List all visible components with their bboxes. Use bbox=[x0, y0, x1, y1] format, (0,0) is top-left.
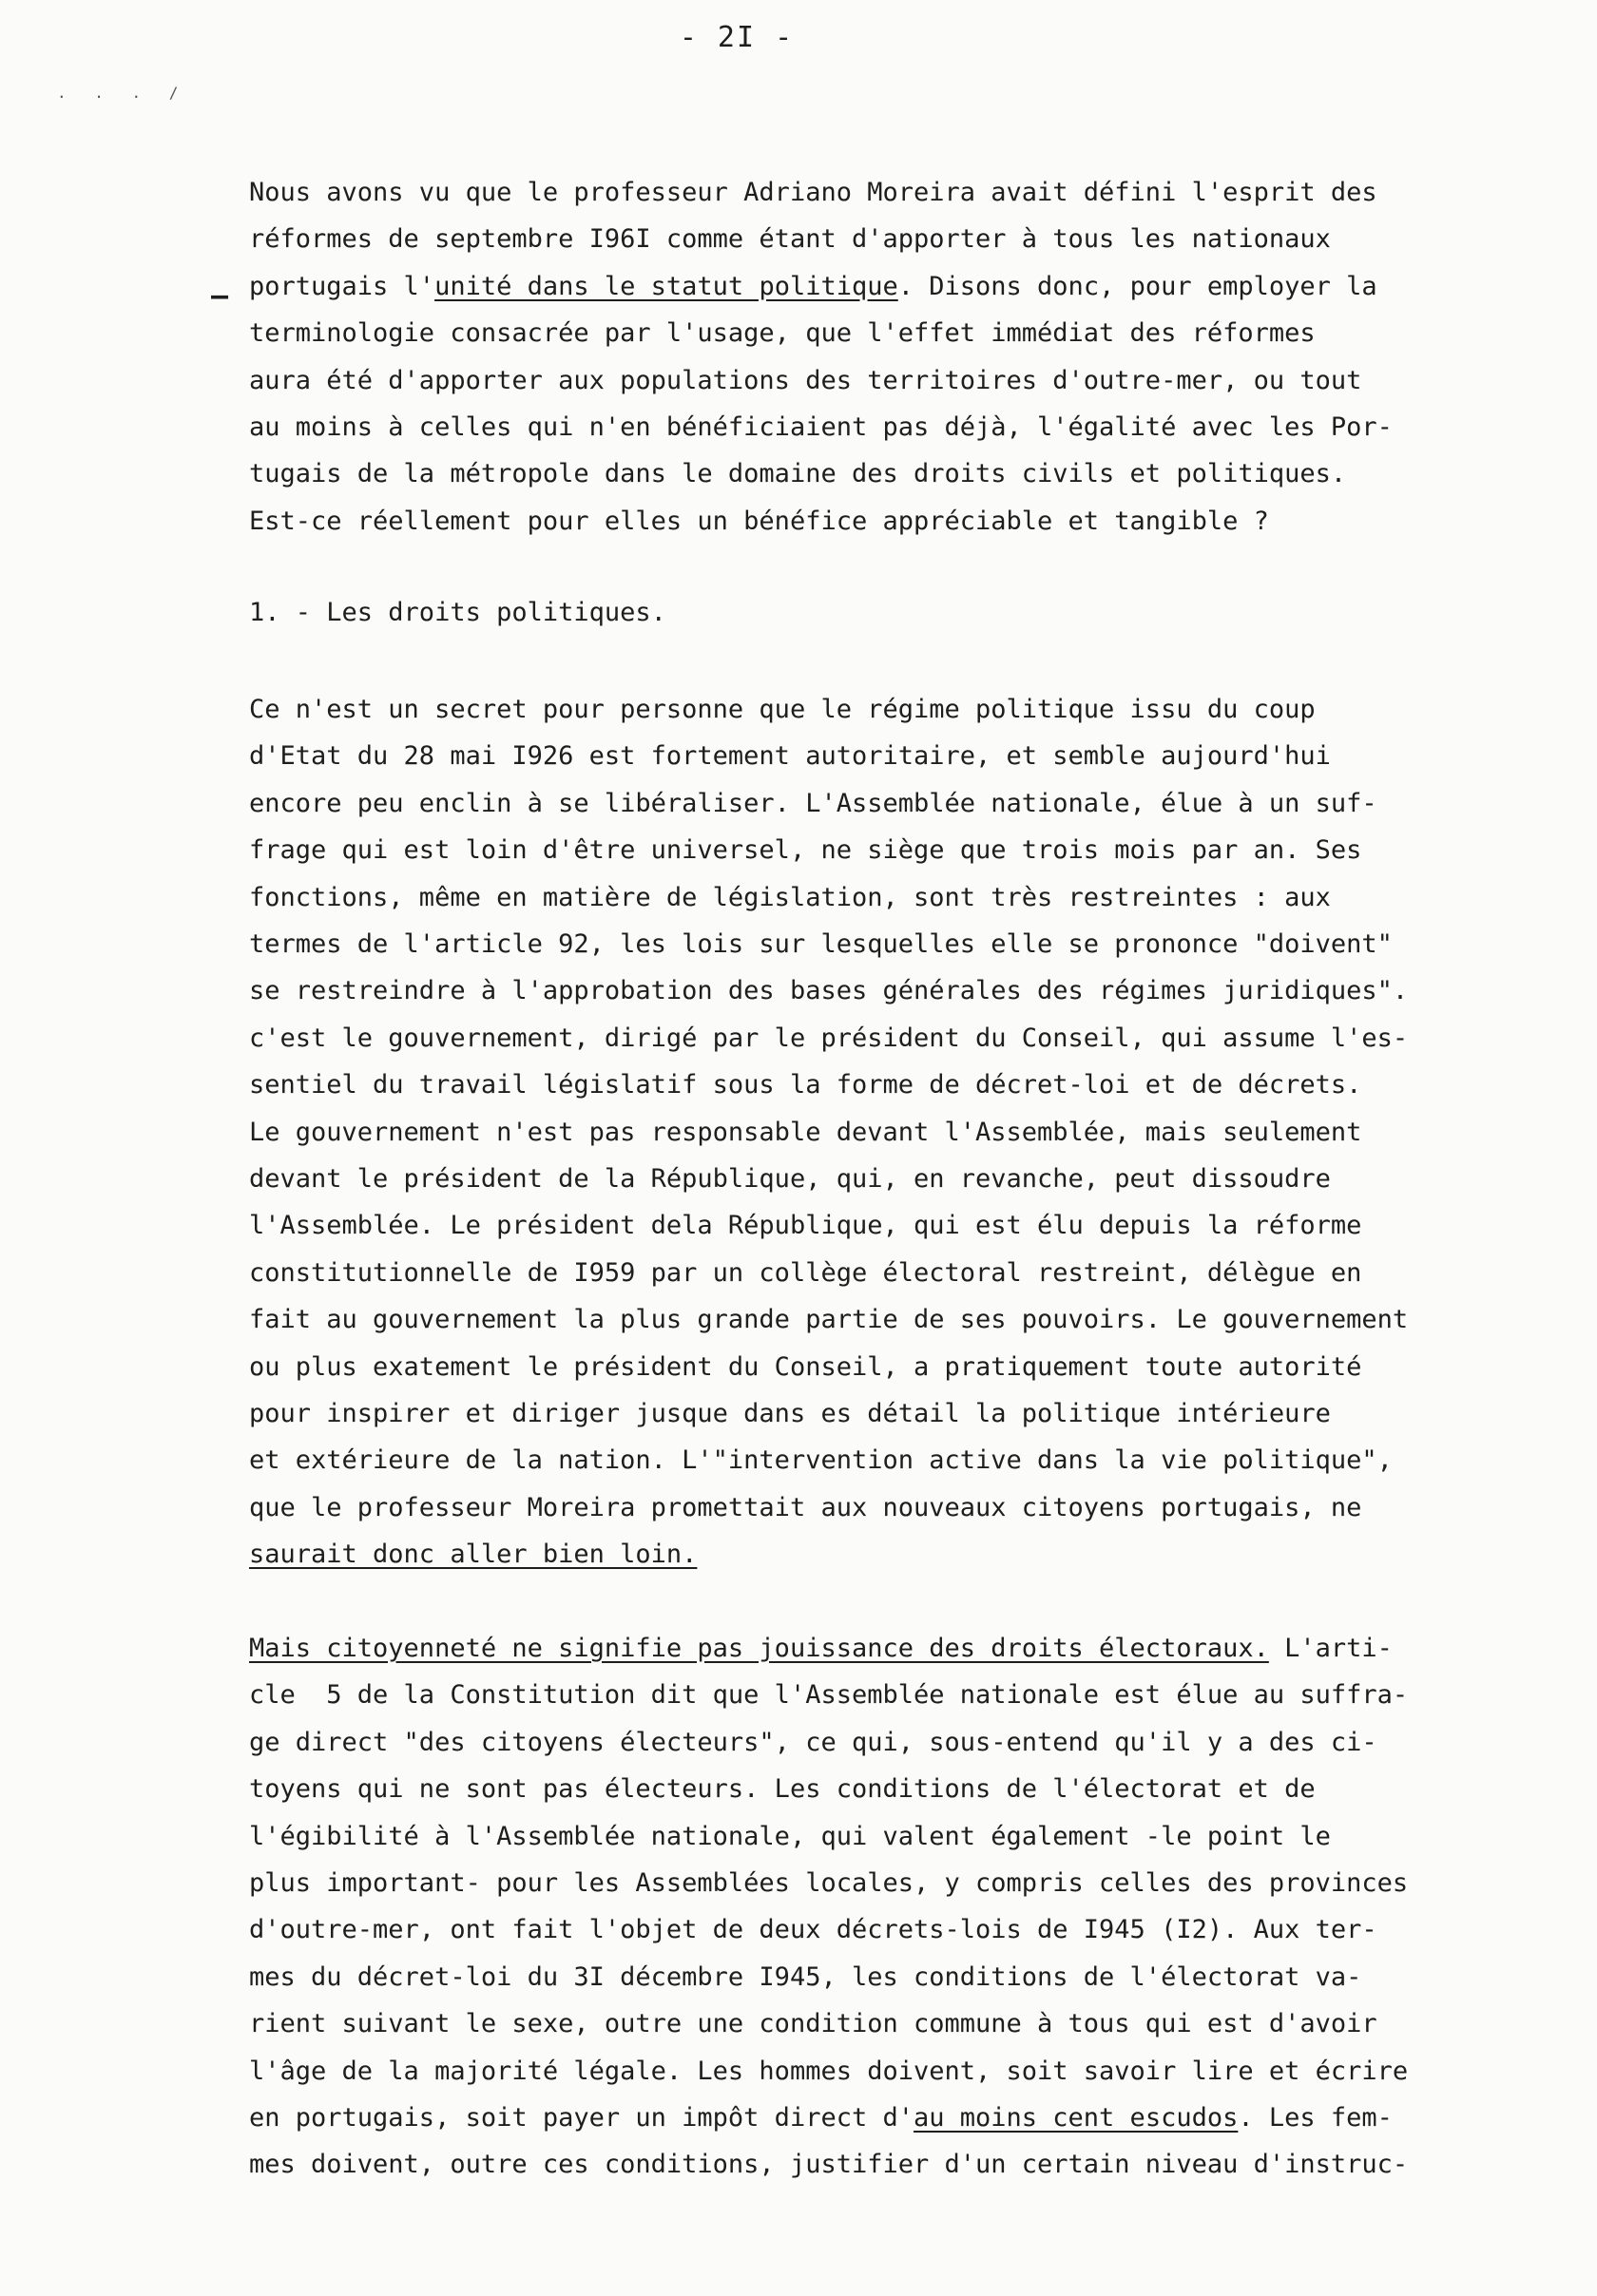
text-line bbox=[249, 271, 1377, 303]
text-segment: mes doivent, outre ces conditions, justifier d'un certain niveau d'instruc- bbox=[249, 2150, 1409, 2180]
text-segment: plus important- pour les Assemblées locales, y compris celles des provinces bbox=[249, 1868, 1409, 1898]
text-segment: encore peu enclin à se libéraliser. L'Assemblée nationale, élue à un suf- bbox=[249, 788, 1377, 818]
text-line bbox=[249, 1492, 1361, 1524]
text-segment: tugais de la métropole dans le domaine des droits civils et politiques. bbox=[249, 459, 1347, 489]
text-line bbox=[249, 506, 1269, 538]
text-segment: . Les fem- bbox=[1238, 2103, 1393, 2133]
text-line bbox=[249, 1633, 1393, 1665]
text-segment: sentiel du travail législatif sous la forme de décret-loi et de décrets. bbox=[249, 1070, 1362, 1100]
text-line bbox=[249, 2056, 1408, 2088]
text-segment: termes de l'article 92, les lois sur lesquelles elle se prononce "doivent" bbox=[249, 929, 1393, 959]
text-segment: l'égibilité à l'Assemblée nationale, qui valent également -le point le bbox=[249, 1821, 1331, 1851]
text-segment: pour inspirer et diriger jusque dans es détail la politique intérieure bbox=[249, 1399, 1331, 1428]
text-segment: c'est le gouvernement, dirigé par le président du Conseil, qui assume l'es- bbox=[249, 1023, 1409, 1053]
text-line bbox=[249, 411, 1393, 444]
text-line bbox=[249, 975, 1408, 1007]
text-line bbox=[249, 1445, 1393, 1477]
text-line bbox=[249, 2102, 1393, 2134]
text-segment: d'outre-mer, ont fait l'objet de deux décrets-lois de I945 (I2). Aux ter- bbox=[249, 1915, 1377, 1945]
text-segment: constitutionnelle de I959 par un collège électoral restreint, délègue en bbox=[249, 1257, 1362, 1288]
page-number: - 2I - bbox=[679, 21, 795, 54]
text-line bbox=[249, 1304, 1408, 1336]
text-segment: mes du décret-loi du 3I décembre I945, les conditions de l'électorat va- bbox=[249, 1961, 1362, 1992]
text-segment: fonctions, même en matière de législation, sont très restreintes : aux bbox=[249, 882, 1331, 912]
text-line bbox=[249, 1773, 1316, 1806]
underlined-text: unité dans le statut politique bbox=[434, 271, 898, 301]
underlined-text: Mais citoyenneté ne signifie pas jouissance des droits électoraux. bbox=[249, 1634, 1269, 1663]
section-heading bbox=[249, 597, 666, 629]
text-line bbox=[249, 740, 1331, 773]
text-segment: l'Assemblée. Le président dela République, qui est élu depuis la réforme bbox=[249, 1211, 1362, 1241]
text-segment: L'arti- bbox=[1268, 1634, 1393, 1663]
underlined-text: au moins cent escudos bbox=[913, 2103, 1239, 2133]
text-segment: devant le président de la République, qui, en revanche, peut dissoudre bbox=[249, 1164, 1331, 1194]
text-line bbox=[249, 1539, 697, 1571]
text-line bbox=[249, 2008, 1377, 2040]
text-line bbox=[249, 177, 1377, 209]
text-segment: frage qui est loin d'être universel, ne siège que trois mois par an. Ses bbox=[249, 835, 1362, 866]
text-line bbox=[249, 1351, 1361, 1384]
text-line bbox=[249, 1069, 1361, 1101]
margin-mark: – bbox=[211, 279, 229, 313]
text-segment: en portugais, soit payer un impôt direct d' bbox=[249, 2103, 914, 2133]
text-segment: . Disons donc, pour employer la bbox=[897, 271, 1377, 301]
text-line bbox=[249, 882, 1331, 914]
text-line bbox=[249, 1914, 1377, 1946]
text-line bbox=[249, 788, 1377, 820]
text-segment: l'âge de la majorité légale. Les hommes doivent, soit savoir lire et écrire bbox=[249, 2056, 1409, 2086]
text-line bbox=[249, 1867, 1408, 1900]
text-segment: d'Etat du 28 mai I926 est fortement autoritaire, et semble aujourd'hui bbox=[249, 741, 1331, 772]
text-line bbox=[249, 694, 1316, 726]
text-segment: fait au gouvernement la plus grande partie de ses pouvoirs. Le gouvernement bbox=[249, 1305, 1409, 1335]
text-segment: que le professeur Moreira promettait aux nouveaux citoyens portugais, ne bbox=[249, 1492, 1362, 1522]
text-line bbox=[249, 834, 1361, 867]
text-segment: ou plus exatement le président du Conseil, a pratiquement toute autorité bbox=[249, 1351, 1362, 1382]
text-segment: portugais l' bbox=[249, 271, 435, 301]
margin-specks: . . . / bbox=[57, 84, 188, 102]
text-segment: Nous avons vu que le professeur Adriano Moreira avait défini l'esprit des bbox=[249, 178, 1377, 207]
text-segment: Le gouvernement n'est pas responsable devant l'Assemblée, mais seulement bbox=[249, 1117, 1362, 1147]
text-segment: 1. - Les droits politiques. bbox=[249, 598, 666, 627]
text-segment: Est-ce réellement pour elles un bénéfice appréciable et tangible ? bbox=[249, 506, 1269, 536]
text-line bbox=[249, 1163, 1331, 1196]
underlined-text: saurait donc aller bien loin. bbox=[249, 1540, 698, 1570]
text-line bbox=[249, 1117, 1361, 1149]
text-line bbox=[249, 1727, 1377, 1759]
text-segment: réformes de septembre I96I comme étant d'apporter à tous les nationaux bbox=[249, 224, 1331, 255]
text-segment: ge direct "des citoyens électeurs", ce qui, sous-entend qu'il y a des ci- bbox=[249, 1727, 1377, 1757]
text-line bbox=[249, 2149, 1408, 2181]
text-line bbox=[249, 223, 1331, 256]
text-segment: au moins à celles qui n'en bénéficiaient pas déjà, l'égalité avec les Por- bbox=[249, 412, 1393, 442]
text-segment: rient suivant le sexe, outre une condition commune à tous qui est d'avoir bbox=[249, 2009, 1377, 2039]
text-line bbox=[249, 1023, 1408, 1055]
text-segment: se restreindre à l'approbation des bases générales des régimes juridiques". bbox=[249, 976, 1409, 1006]
text-segment: aura été d'apporter aux populations des territoires d'outre-mer, ou tout bbox=[249, 365, 1362, 395]
text-line bbox=[249, 1679, 1408, 1712]
text-line bbox=[249, 317, 1316, 350]
text-line bbox=[249, 458, 1346, 490]
text-line bbox=[249, 1210, 1361, 1242]
text-segment: terminologie consacrée par l'usage, que l'effet immédiat des réformes bbox=[249, 318, 1316, 349]
text-segment: cle 5 de la Constitution dit que l'Assemblée nationale est élue au suffra- bbox=[249, 1680, 1409, 1711]
text-line bbox=[249, 1821, 1331, 1853]
text-line bbox=[249, 365, 1361, 397]
text-segment: Ce n'est un secret pour personne que le régime politique issu du coup bbox=[249, 695, 1316, 724]
text-segment: toyens qui ne sont pas électeurs. Les conditions de l'électorat et de bbox=[249, 1774, 1316, 1805]
text-line bbox=[249, 928, 1393, 961]
text-line bbox=[249, 1257, 1361, 1290]
text-line bbox=[249, 1961, 1361, 1994]
text-segment: et extérieure de la nation. L'"intervention active dans la vie politique", bbox=[249, 1445, 1393, 1476]
text-line bbox=[249, 1398, 1331, 1430]
